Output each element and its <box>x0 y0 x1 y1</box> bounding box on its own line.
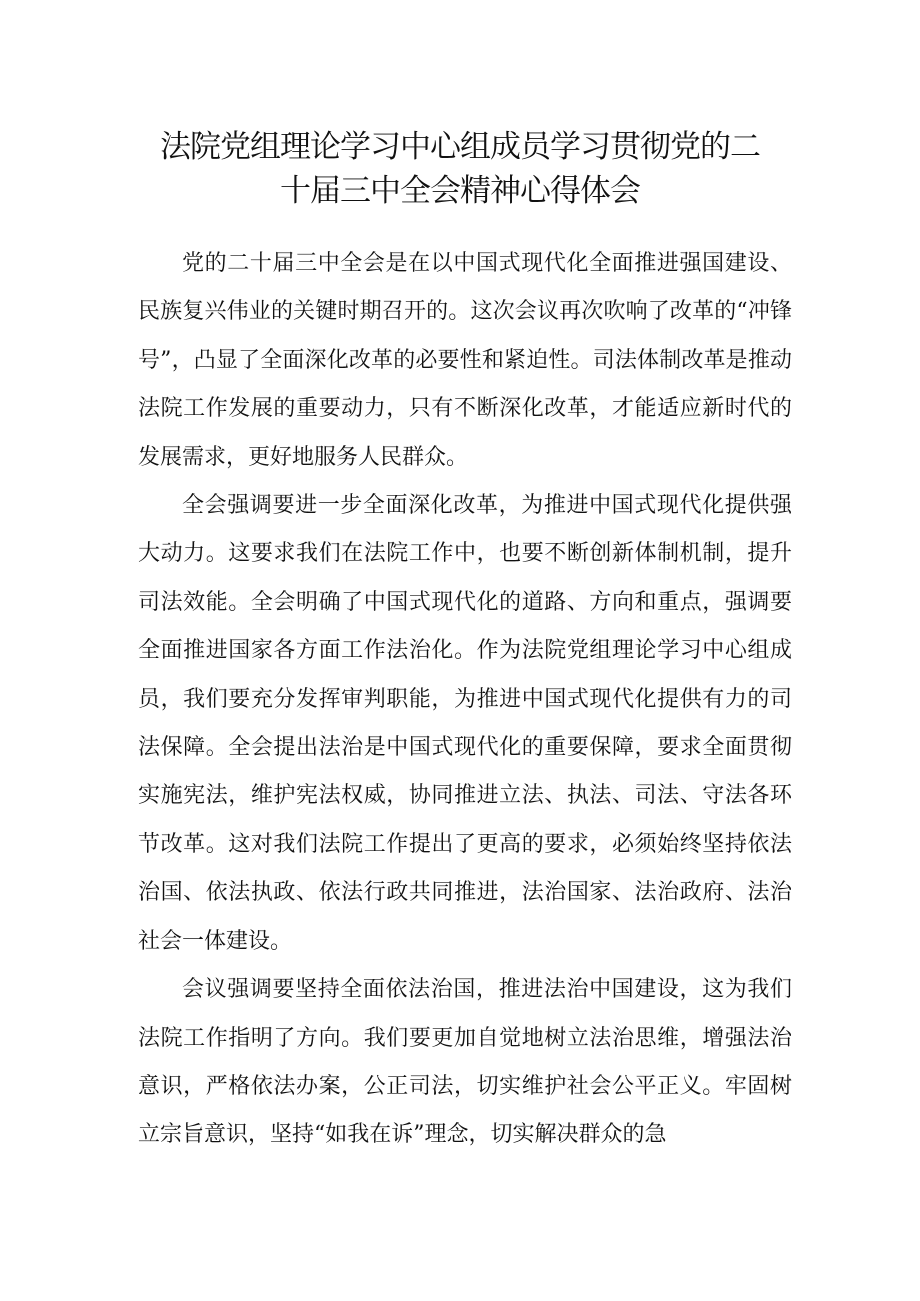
title-line-1: 法院党组理论学习中心组成员学习贯彻党的二 <box>160 129 760 165</box>
document-body <box>138 240 792 1160</box>
paragraph-2: 全会强调要进一步全面深化改革，为推进中国式现代化提供强大动力。这要求我们在法院工作中，也要不断创新体制机制，提升司法效能。全会明确了中国式现代化的道路、方向和重点，强调要全面推进国家各方面工作法治化。作为法院党组理论学习中心组成员，我们要充分发挥审判职能，为推进中国式现代化提供有力的司法保障。全会提出法治是中国式现代化的重要保障，要求全面贯彻实施宪法，维护宪法权威，协同推进立法、执法、司法、守法各环节改革。这对我们法院工作提出了更高的要求，必须始终坚持依法治国、依法执政、依法行政共同推进，法治国家、法治政府、法治社会一体建设。 <box>138 493 792 954</box>
paragraph-3: 会议强调要坚持全面依法治国，推进法治中国建设，这为我们法院工作指明了方向。我们要更加自觉地树立法治思维，增强法治意识，严格依法办案，公正司法，切实维护社会公平正义。牢固树立宗旨意识，坚持“如我在诉”理念，切实解决群众的急 <box>138 977 792 1148</box>
paragraph-1: 党的二十届三中全会是在以中国式现代化全面推进强国建设、民族复兴伟业的关键时期召开的。这次会议再次吹响了改革的“冲锋号”，凸显了全面深化改革的必要性和紧迫性。司法体制改革是推动法院工作发展的重要动力，只有不断深化改革，才能适应新时代的发展需求，更好地服务人民群众。 <box>138 251 792 470</box>
document-title <box>120 125 800 213</box>
title-line-2: 十届三中全会精神心得体会 <box>280 173 640 209</box>
